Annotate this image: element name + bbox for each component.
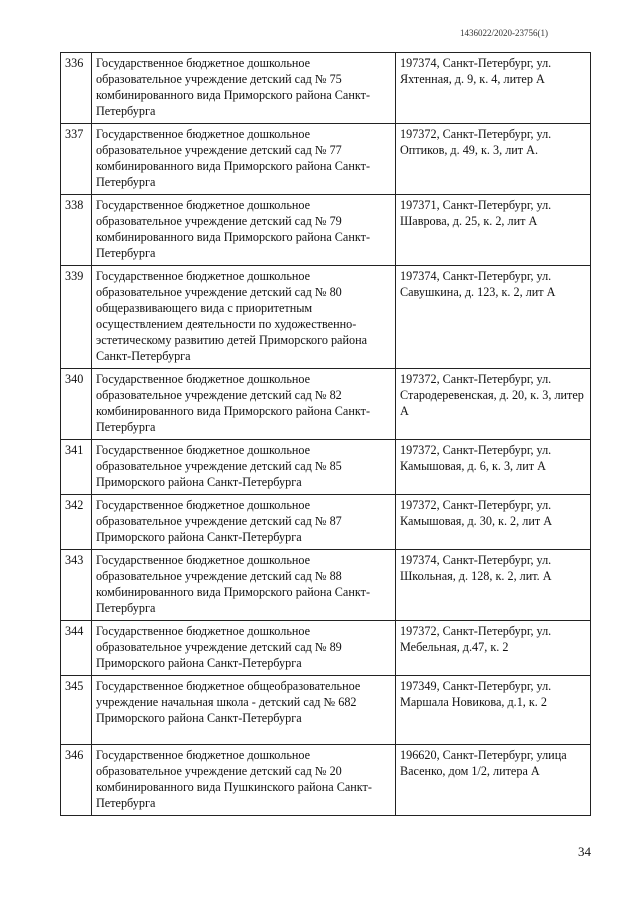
institution-address: 197372, Санкт-Петербург, ул. Камышовая, д. 6, к. 3, лит А: [396, 440, 591, 495]
table-row: [61, 495, 591, 550]
row-number: 337: [61, 124, 92, 195]
table-row: [61, 440, 591, 495]
row-number: 344: [61, 621, 92, 676]
institution-name: Государственное бюджетное дошкольное образовательное учреждение детский сад № 75 комбинированного вида Приморского района Санкт-Петербурга: [92, 53, 396, 124]
institution-name: Государственное бюджетное дошкольное образовательное учреждение детский сад № 89 Приморского района Санкт-Петербурга: [92, 621, 396, 676]
institution-name: Государственное бюджетное дошкольное образовательное учреждение детский сад № 80 общеразвивающего вида с приоритетным осуществлением деятельности по художественно-эстетическому развитию детей Приморского района Санкт-Петербурга: [92, 266, 396, 369]
table-row: [61, 676, 591, 745]
institution-name: Государственное бюджетное общеобразовательное учреждение начальная школа - детский сад № 682 Приморского района Санкт-Петербурга: [92, 676, 396, 745]
row-number: 345: [61, 676, 92, 745]
row-number: 343: [61, 550, 92, 621]
row-number: 338: [61, 195, 92, 266]
institution-name: Государственное бюджетное дошкольное образовательное учреждение детский сад № 77 комбинированного вида Приморского района Санкт-Петербурга: [92, 124, 396, 195]
institution-address: 197349, Санкт-Петербург, ул. Маршала Новикова, д.1, к. 2: [396, 676, 591, 745]
table-row: [61, 550, 591, 621]
institution-name: Государственное бюджетное дошкольное образовательное учреждение детский сад № 85 Приморского района Санкт-Петербурга: [92, 440, 396, 495]
table-row: [61, 195, 591, 266]
table-row: [61, 369, 591, 440]
row-number: 340: [61, 369, 92, 440]
institution-address: 197374, Санкт-Петербург, ул. Савушкина, д. 123, к. 2, лит А: [396, 266, 591, 369]
institution-name: Государственное бюджетное дошкольное образовательное учреждение детский сад № 87 Приморского района Санкт-Петербурга: [92, 495, 396, 550]
page-number: 34: [578, 844, 591, 859]
row-number: 346: [61, 745, 92, 816]
row-number: 336: [61, 53, 92, 124]
institution-name: Государственное бюджетное дошкольное образовательное учреждение детский сад № 88 комбинированного вида Приморского района Санкт-Петербурга: [92, 550, 396, 621]
institution-address: 197371, Санкт-Петербург, ул. Шаврова, д. 25, к. 2, лит А: [396, 195, 591, 266]
institution-address: 196620, Санкт-Петербург, улица Васенко, дом 1/2, литера А: [396, 745, 591, 816]
document-code: 1436022/2020-23756(1): [460, 28, 548, 38]
institution-address: 197372, Санкт-Петербург, ул. Камышовая, д. 30, к. 2, лит А: [396, 495, 591, 550]
table-row: [61, 745, 591, 816]
institution-address: 197374, Санкт-Петербург, ул. Школьная, д. 128, к. 2, лит. А: [396, 550, 591, 621]
institutions-table: [60, 52, 591, 816]
institution-name: Государственное бюджетное дошкольное образовательное учреждение детский сад № 20 комбинированного вида Пушкинского района Санкт-Петербурга: [92, 745, 396, 816]
institution-name: Государственное бюджетное дошкольное образовательное учреждение детский сад № 82 комбинированного вида Приморского района Санкт-Петербурга: [92, 369, 396, 440]
table-row: [61, 53, 591, 124]
row-number: 341: [61, 440, 92, 495]
table-row: [61, 124, 591, 195]
institution-address: 197372, Санкт-Петербург, ул. Стародеревенская, д. 20, к. 3, литер А: [396, 369, 591, 440]
institution-address: 197372, Санкт-Петербург, ул. Мебельная, д.47, к. 2: [396, 621, 591, 676]
row-number: 339: [61, 266, 92, 369]
institution-address: 197372, Санкт-Петербург, ул. Оптиков, д. 49, к. 3, лит А.: [396, 124, 591, 195]
row-number: 342: [61, 495, 92, 550]
table-row: [61, 621, 591, 676]
institution-address: 197374, Санкт-Петербург, ул. Яхтенная, д. 9, к. 4, литер А: [396, 53, 591, 124]
institution-name: Государственное бюджетное дошкольное образовательное учреждение детский сад № 79 комбинированного вида Приморского района Санкт-Петербурга: [92, 195, 396, 266]
table-row: [61, 266, 591, 369]
